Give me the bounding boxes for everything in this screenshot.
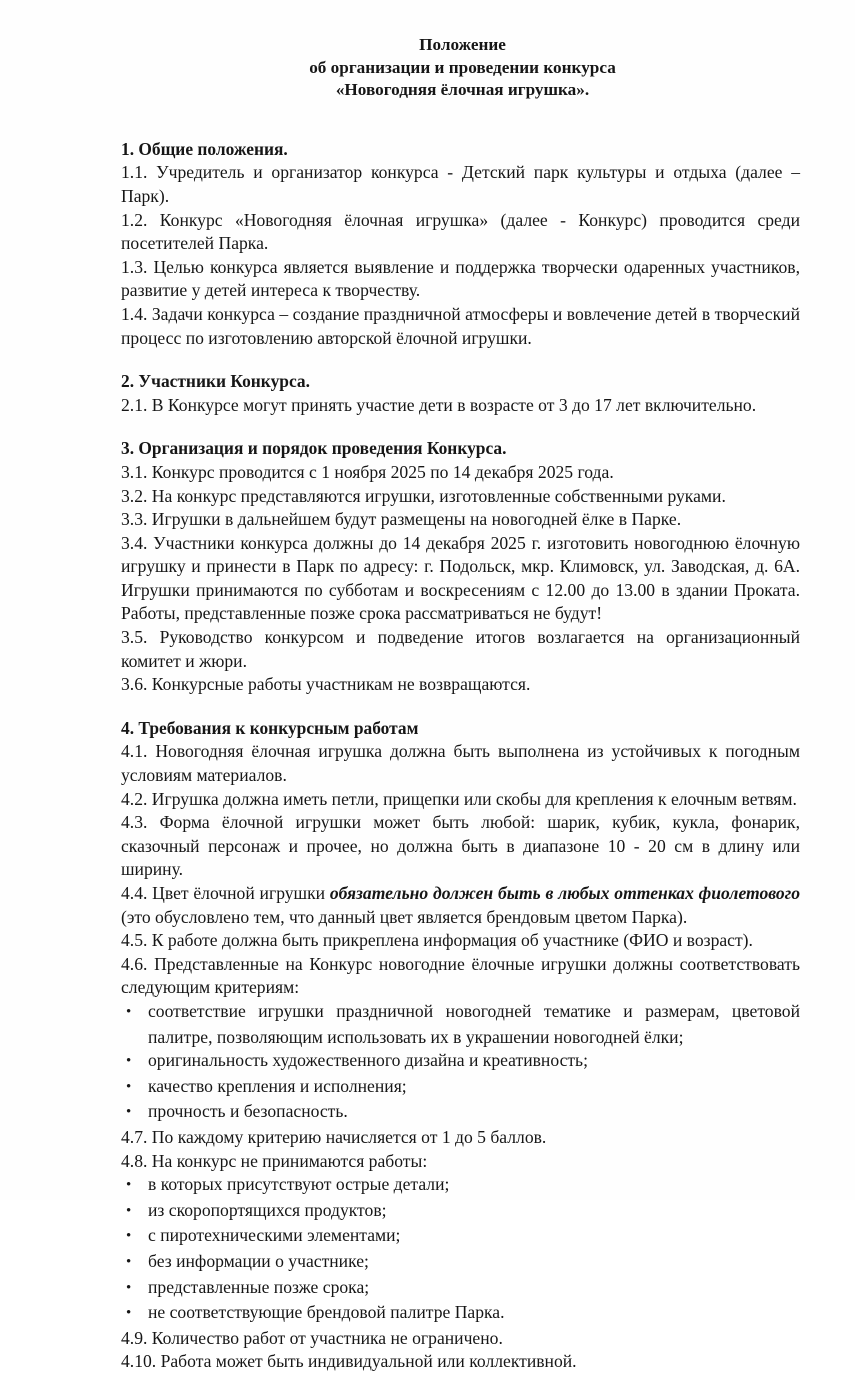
title-line-3: «Новогодняя ёлочная игрушка». [335,80,590,100]
list-item [121,1173,800,1199]
spacer [121,417,800,437]
paragraph-1-3: 1.3. Целью конкурса является выявление и поддержка творчески одаренных участников, развитие у детей интереса к творчеству. [121,256,800,301]
paragraph-4-4-before: 4.4. Цвет ёлочной игрушки [121,883,330,903]
title-line-1: Положение [419,35,506,54]
list-item-label: оригинальность художественного дизайна и креативность; [148,1050,588,1071]
list-item [121,1224,800,1250]
bullet-icon [121,1250,148,1276]
list-item [121,1049,800,1075]
spacer [121,125,800,138]
section-heading-3: 3. Организация и порядок проведения Конкурса. [121,438,507,459]
paragraph-1-4: 1.4. Задачи конкурса – создание праздничной атмосферы и вовлечение детей в творческий процесс по изготовлению авторской ёлочной игрушки. [121,303,800,348]
paragraph-4-4-emphasis: обязательно должен быть в любых оттенках фиолетового [329,883,800,903]
paragraph-4-4 [121,882,800,929]
paragraph-4-1: 4.1. Новогодняя ёлочная игрушка должна быть выполнена из устойчивых к погодным условиям материалов. [121,741,800,786]
bullet-icon [121,1075,148,1101]
list-item-label: прочность и безопасность. [148,1101,348,1122]
paragraph-4-9: 4.9. Количество работ от участника не ограничено. [121,1327,503,1348]
paragraph-4-4-after: (это обусловлено тем, что данный цвет является брендовым цветом Парка). [121,906,688,927]
list-item-label: из скоропортящихся продуктов; [148,1199,387,1220]
paragraph-4-3: 4.3. Форма ёлочной игрушки может быть любой: шарик, кубик, кукла, фонарик, сказочный персонаж и прочее, но должна быть в диапазоне 10 - 20 см в длину или ширину. [121,812,800,880]
list-item [121,1276,800,1302]
bullet-icon [121,1000,148,1026]
paragraph-3-1: 3.1. Конкурс проводится с 1 ноября 2025 по 14 декабря 2025 года. [121,461,614,482]
bullet-icon [121,1173,148,1199]
criteria-bullet-list [121,1000,800,1126]
paragraph-4-10: 4.10. Работа может быть индивидуальной или коллективной. [121,1351,577,1372]
bullet-icon [121,1100,148,1126]
list-item-label: соответствие игрушки праздничной новогодней тематике и размерам, цветовой палитре, позволяющим использовать их в украшении новогодней ёлки; [148,1000,800,1047]
document-body [121,34,800,1374]
list-item [121,1301,800,1327]
paragraph-3-5: 3.5. Руководство конкурсом и подведение итогов возлагается на организационный комитет и жюри. [121,627,800,671]
paragraph-4-7: 4.7. По каждому критерию начисляется от 1 до 5 баллов. [121,1126,547,1147]
list-item-label: в которых присутствуют острые детали; [148,1174,450,1195]
bullet-icon [121,1301,148,1327]
spacer [121,350,800,370]
list-item [121,1075,800,1101]
paragraph-4-6: 4.6. Представленные на Конкурс новогодние ёлочные игрушки должны соответствовать следующим критериям: [121,953,800,998]
list-item [121,1100,800,1126]
rejected-bullet-list [121,1173,800,1327]
section-heading-2: 2. Участники Конкурса. [121,371,310,392]
paragraph-3-3: 3.3. Игрушки в дальнейшем будут размещены на новогодней ёлке в Парке. [121,509,682,530]
list-item [121,1250,800,1276]
bullet-icon [121,1049,148,1075]
paragraph-4-8: 4.8. На конкурс не принимаются работы: [121,1150,428,1171]
bullet-icon [121,1199,148,1225]
paragraph-2-1: 2.1. В Конкурсе могут принять участие дети в возрасте от 3 до 17 лет включительно. [121,394,757,415]
list-item-label: с пиротехническими элементами; [148,1225,401,1246]
paragraph-1-1: 1.1. Учредитель и организатор конкурса - Детский парк культуры и отдыха (далее – Парк). [121,162,800,206]
spacer [121,102,800,125]
document-title [121,34,800,102]
paragraph-4-5: 4.5. К работе должна быть прикреплена информация об участнике (ФИО и возраст). [121,930,753,951]
list-item-label: не соответствующие брендовой палитре Парка. [148,1302,505,1323]
bullet-icon [121,1276,148,1302]
section-heading-1: 1. Общие положения. [121,138,288,159]
paragraph-1-2: 1.2. Конкурс «Новогодняя ёлочная игрушка» (далее - Конкурс) проводится среди посетителей Парка. [121,209,800,254]
spacer [121,697,800,717]
paragraph-3-6: 3.6. Конкурсные работы участникам не возвращаются. [121,674,531,695]
paragraph-4-2: 4.2. Игрушка должна иметь петли, прищепки или скобы для крепления к елочным ветвям. [121,788,797,809]
bullet-icon [121,1224,148,1250]
list-item [121,1000,800,1049]
list-item-label: качество крепления и исполнения; [148,1075,407,1096]
list-item-label: без информации о участнике; [148,1250,369,1271]
list-item-label: представленные позже срока; [148,1276,370,1297]
title-line-2: об организации и проведении конкурса [309,57,616,77]
section-heading-4: 4. Требования к конкурсным работам [121,717,419,738]
list-item [121,1199,800,1225]
paragraph-3-4: 3.4. Участники конкурса должны до 14 декабря 2025 г. изготовить новогоднюю ёлочную игрушку и принести в Парк по адресу: г. Подольск, мкр. Климовск, ул. Заводская, д. 6А. Игрушки принимаются по субботам и воскресениям с 12.00 до 13.00 в здании Проката. Работы, представленные позже срока рассматриваться не будут! [121,532,800,624]
paragraph-3-2: 3.2. На конкурс представляются игрушки, изготовленные собственными руками. [121,485,726,506]
